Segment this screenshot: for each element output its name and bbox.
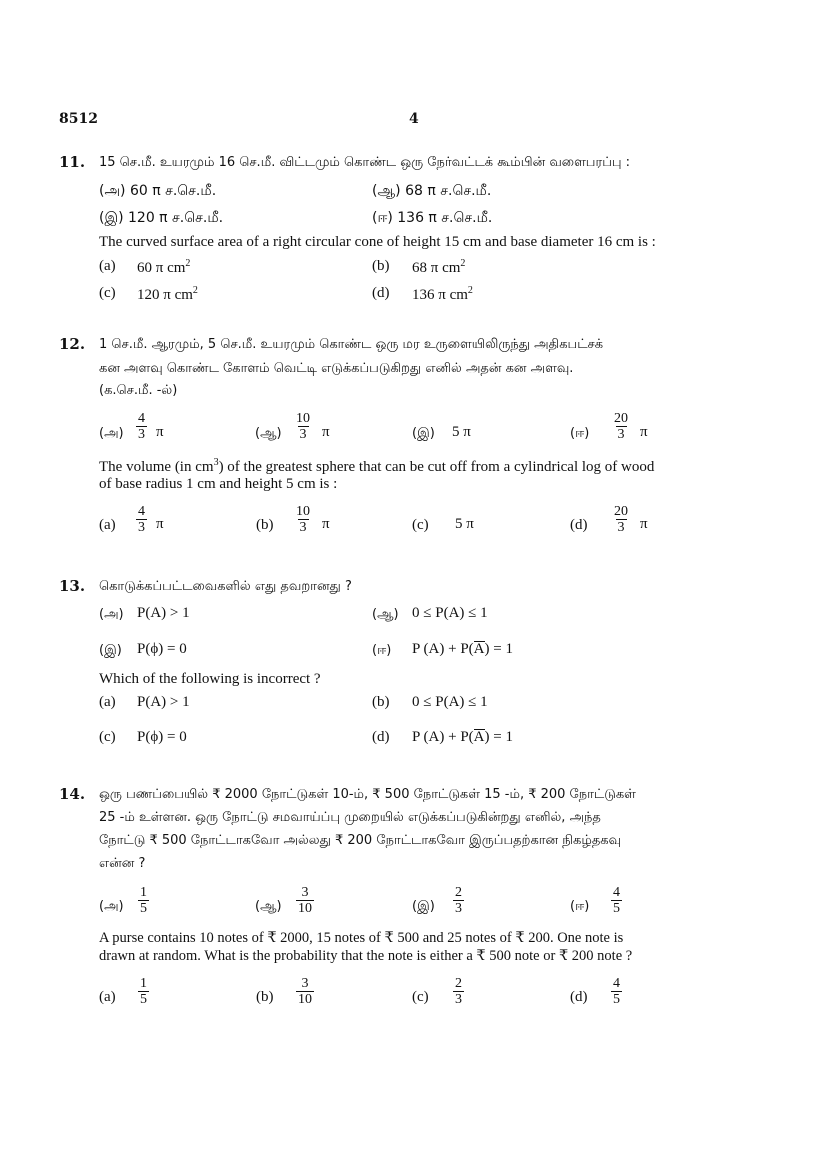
question-text-tamil-line2: கன அளவு கொண்ட கோளம் வெட்டி எடுக்கப்படுகிறது எனில் அதன் கன அளவு.: [99, 361, 574, 376]
fraction-option-d: $\frac{20}{3}$: [614, 504, 628, 535]
option-tamil-c: (இ) 120 π ச.செ.மீ.: [99, 210, 224, 226]
question-number: 14.: [59, 785, 86, 803]
option-tamil-d: (ஈ): [372, 643, 392, 658]
question-text-english-line1: The volume (in $cm^3$) of the greatest sphere that can be cut off from a cylindrical log of wood: [99, 457, 655, 475]
pi-symbol: π: [156, 424, 164, 440]
option-a-value: P(A) > 1: [137, 694, 190, 710]
option-tamil-d: (ஈ): [570, 426, 590, 441]
fraction-option-d: $\frac{4}{5}$: [613, 885, 620, 916]
pi-symbol: π: [322, 424, 330, 440]
question-text-tamil-line3: நோட்டு ₹ 500 நோட்டாகவோ அல்லது ₹ 200 நோட்டாகவோ இருப்பதற்கான நிகழ்தகவு: [99, 833, 622, 848]
option-d-value: P (A) + P(A) = 1: [412, 641, 513, 657]
page-number: 4: [409, 111, 419, 127]
fraction-option-c: $\frac{2}{3}$: [455, 885, 462, 916]
fraction-option-c: $\frac{2}{3}$: [455, 976, 462, 1007]
fraction-option-b: $\frac{10}{3}$: [296, 504, 310, 535]
option-tamil-b: (ஆ) 68 π ச.செ.மீ.: [372, 183, 492, 199]
option-tamil-a: (அ): [99, 607, 124, 622]
option-english-b: (b): [256, 989, 274, 1005]
option-english-c: (c): [99, 729, 116, 745]
question-text-tamil-line3: (க.செ.மீ. -ல்): [99, 383, 178, 398]
question-text-tamil-line1: 1 செ.மீ. ஆரமும், 5 செ.மீ. உயரமும் கொண்ட ஒரு மர உருளையிலிருந்து அதிகபட்சக்: [99, 337, 604, 352]
option-english-d: (d): [570, 517, 588, 533]
pi-symbol: π: [322, 516, 330, 532]
pi-symbol: π: [156, 516, 164, 532]
fraction-option-a: $\frac{4}{3}$: [138, 504, 145, 535]
question-text-english: The curved surface area of a right circular cone of height 15 cm and base diameter 16 cm is :: [99, 234, 656, 250]
option-tamil-b: (ஆ): [255, 899, 282, 914]
option-english-a: (a): [99, 694, 116, 710]
option-tamil-d: (ஈ) 136 π ச.செ.மீ.: [372, 210, 493, 226]
question-text-english-line2: of base radius 1 cm and height 5 cm is :: [99, 476, 338, 492]
option-english-d: (d): [570, 989, 588, 1005]
question-text-tamil-line4: என்ன ?: [99, 856, 146, 871]
question-text-english: Which of the following is incorrect ?: [99, 671, 321, 687]
question-number: 12.: [59, 335, 86, 353]
option-english-a: (a): [99, 517, 116, 533]
option-english-c: (c): [99, 285, 116, 301]
option-c-value: P(ϕ) = 0: [137, 729, 187, 745]
fraction-option-a: $\frac{4}{3}$: [138, 411, 145, 442]
option-tamil-a: (அ): [99, 426, 124, 441]
question-number: 13.: [59, 577, 86, 595]
pi-symbol: π: [640, 424, 648, 440]
option-c-value: 5 π: [452, 424, 471, 440]
option-english-c: (c): [412, 517, 429, 533]
option-tamil-c: (இ): [99, 643, 122, 658]
option-english-b: (b): [256, 517, 274, 533]
fraction-option-b: $\frac{3}{10}$: [298, 976, 312, 1007]
pi-symbol: π: [640, 516, 648, 532]
option-english-a-value: 60 π $cm^2$: [137, 258, 191, 276]
option-tamil-a: (அ): [99, 899, 124, 914]
exam-code: 8512: [59, 111, 98, 127]
option-b-value: 0 ≤ P(A) ≤ 1: [412, 694, 488, 710]
option-english-d: (d): [372, 729, 390, 745]
option-c-value: P(ϕ) = 0: [137, 641, 187, 657]
question-text-english-line1: A purse contains 10 notes of ₹ 2000, 15 notes of ₹ 500 and 25 notes of ₹ 200. One note is: [99, 930, 624, 946]
option-b-value: 0 ≤ P(A) ≤ 1: [412, 605, 488, 621]
option-english-a: (a): [99, 989, 116, 1005]
option-english-b-value: 68 π $cm^2$: [412, 258, 466, 276]
option-english-c: (c): [412, 989, 429, 1005]
question-text-tamil-line2: 25 -ம் உள்ளன. ஒரு நோட்டு சமவாய்ப்பு முறையில் எடுக்கப்படுகின்றது எனில், அந்த: [99, 810, 601, 825]
option-a-value: P(A) > 1: [137, 605, 190, 621]
option-english-b: (b): [372, 258, 390, 274]
fraction-option-d: $\frac{20}{3}$: [614, 411, 628, 442]
question-number: 11.: [59, 153, 86, 171]
fraction-option-b: $\frac{3}{10}$: [298, 885, 312, 916]
option-english-b: (b): [372, 694, 390, 710]
option-tamil-d: (ஈ): [570, 899, 590, 914]
option-tamil-b: (ஆ): [372, 607, 399, 622]
option-english-a: (a): [99, 258, 116, 274]
option-tamil-b: (ஆ): [255, 426, 282, 441]
question-text-tamil: கொடுக்கப்பட்டவைகளில் எது தவறானது ?: [99, 579, 352, 594]
option-english-c-value: 120 π $cm^2$: [137, 285, 198, 303]
option-d-value: P (A) + P(A) = 1: [412, 729, 513, 745]
option-english-d: (d): [372, 285, 390, 301]
fraction-option-b: $\frac{10}{3}$: [296, 411, 310, 442]
question-text-english-line2: drawn at random. What is the probability that the note is either a ₹ 500 note or ₹ 200 note ?: [99, 948, 633, 964]
fraction-option-d: $\frac{4}{5}$: [613, 976, 620, 1007]
question-text-tamil-line1: ஒரு பணப்பையில் ₹ 2000 நோட்டுகள் 10-ம், ₹ 500 நோட்டுகள் 15 -ம், ₹ 200 நோட்டுகள்: [99, 787, 636, 802]
option-tamil-c: (இ): [412, 899, 435, 914]
question-text-tamil: 15 செ.மீ. உயரமும் 16 செ.மீ. விட்டமும் கொண்ட ஒரு நேர்வட்டக் கூம்பின் வளைபரப்பு :: [99, 155, 631, 170]
fraction-option-a: $\frac{1}{5}$: [140, 976, 147, 1007]
option-tamil-c: (இ): [412, 426, 435, 441]
option-english-d-value: 136 π $cm^2$: [412, 285, 473, 303]
option-tamil-a: (அ) 60 π ச.செ.மீ.: [99, 183, 217, 199]
fraction-option-a: $\frac{1}{5}$: [140, 885, 147, 916]
option-c-value: 5 π: [455, 516, 474, 532]
